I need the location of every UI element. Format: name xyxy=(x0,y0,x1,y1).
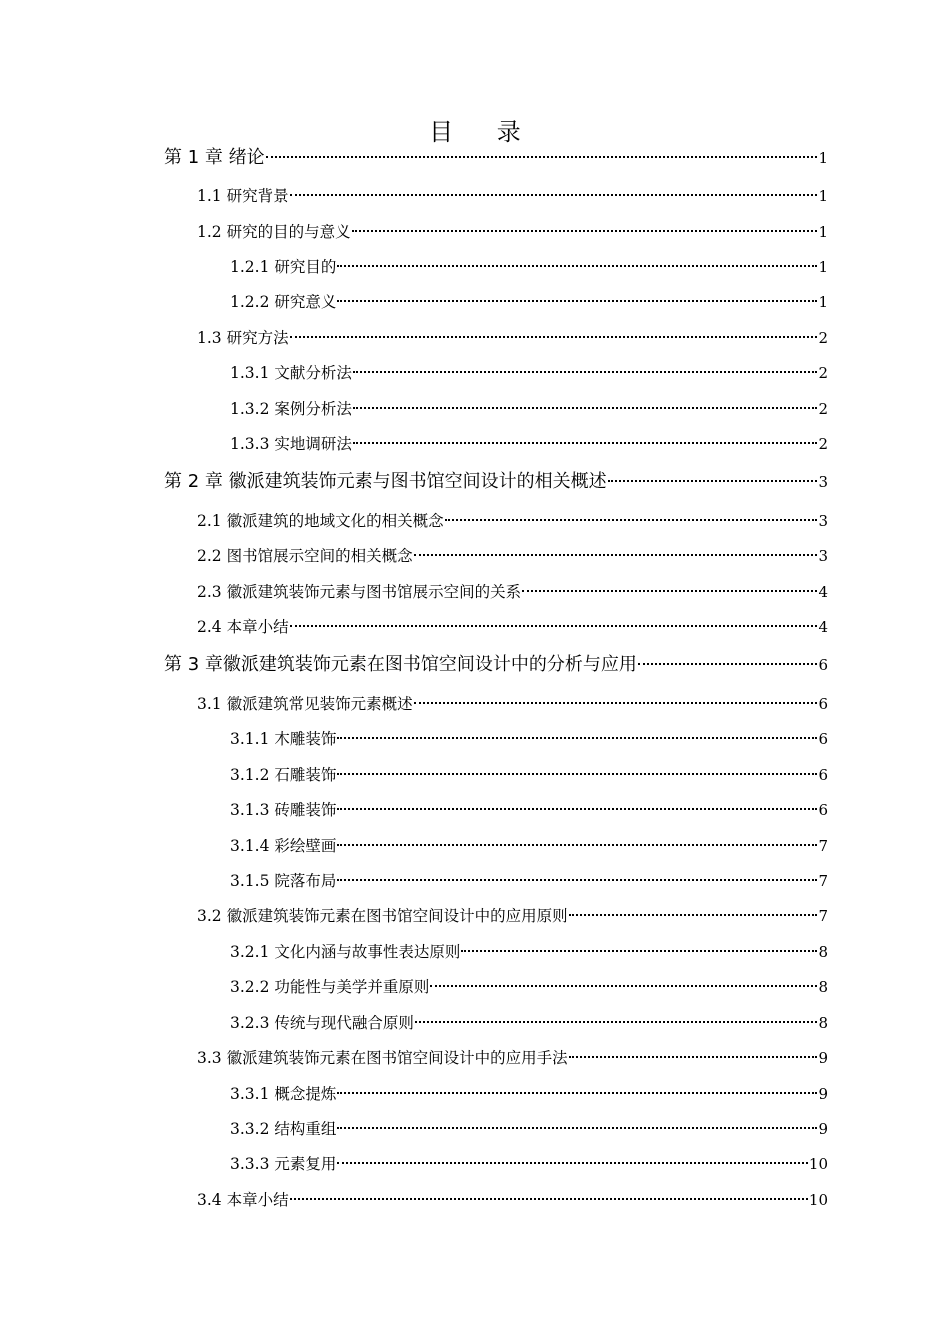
toc-entry-page: 7 xyxy=(818,907,828,925)
toc-entry-label: 1.3 研究方法 xyxy=(197,329,289,347)
toc-entry-page: 9 xyxy=(818,1120,828,1138)
toc-entry-label: 1.2.1 研究目的 xyxy=(230,258,337,276)
toc-entry-label: 3.3.1 概念提炼 xyxy=(230,1085,337,1103)
toc-entry-label: 3.1.1 木雕装饰 xyxy=(230,730,337,748)
toc-entry-label: 3.1.3 砖雕装饰 xyxy=(230,801,337,819)
toc-entry-3-1-5[interactable] xyxy=(230,868,828,894)
toc-entry-page: 3 xyxy=(818,512,828,530)
toc-entry-page: 7 xyxy=(818,872,828,890)
toc-entry-label: 1.1 研究背景 xyxy=(197,187,289,205)
toc-entry-page: 6 xyxy=(818,801,828,819)
toc-entry-2-2[interactable] xyxy=(197,543,828,569)
toc-entry-1-2[interactable] xyxy=(197,219,828,245)
toc-entry-label: 3.2 徽派建筑装饰元素在图书馆空间设计中的应用原则 xyxy=(197,907,568,925)
toc-entry-page: 1 xyxy=(818,258,828,276)
toc-leader xyxy=(569,1056,818,1058)
toc-entry-page: 8 xyxy=(818,978,828,996)
toc-leader xyxy=(290,1198,808,1200)
toc-leader xyxy=(337,737,817,739)
toc-entry-3-4[interactable] xyxy=(197,1187,828,1213)
toc-entry-label: 1.2.2 研究意义 xyxy=(230,293,337,311)
toc-entry-label: 3.1.2 石雕装饰 xyxy=(230,766,337,784)
toc-entry-page: 1 xyxy=(818,187,828,205)
toc-leader xyxy=(445,519,818,521)
toc-leader xyxy=(337,773,817,775)
toc-entry-label: 第 3 章徽派建筑装饰元素在图书馆空间设计中的分析与应用 xyxy=(164,654,637,675)
toc-entry-page: 7 xyxy=(818,837,828,855)
toc-entry-label: 1.3.1 文献分析法 xyxy=(230,364,352,382)
toc-leader xyxy=(337,300,817,302)
toc-entry-3-1[interactable] xyxy=(197,691,828,717)
toc-entry-page: 10 xyxy=(808,1155,828,1173)
toc-leader xyxy=(337,1127,817,1129)
toc-leader xyxy=(337,1092,817,1094)
toc-leader xyxy=(414,554,818,556)
toc-entry-1-3[interactable] xyxy=(197,325,828,351)
toc-entry-label: 2.2 图书馆展示空间的相关概念 xyxy=(197,547,413,565)
toc-entry-3-2-1[interactable] xyxy=(230,939,828,965)
toc-entry-3-2-2[interactable] xyxy=(230,974,828,1000)
toc-entry-1-2-1[interactable] xyxy=(230,254,828,280)
toc-leader xyxy=(352,230,818,232)
toc-leader xyxy=(353,442,818,444)
toc-entry-page: 9 xyxy=(818,1049,828,1067)
toc-entry-label: 3.1.4 彩绘壁画 xyxy=(230,837,337,855)
toc-entry-page: 1 xyxy=(818,293,828,311)
toc-entry-chapter-1[interactable] xyxy=(164,145,828,171)
toc-entry-label: 3.4 本章小结 xyxy=(197,1191,289,1209)
toc-entry-label: 2.3 徽派建筑装饰元素与图书馆展示空间的关系 xyxy=(197,583,522,601)
toc-entry-page: 6 xyxy=(818,766,828,784)
toc-leader xyxy=(608,480,818,482)
toc-leader xyxy=(337,879,817,881)
toc-entry-1-3-1[interactable] xyxy=(230,360,828,386)
toc-entry-chapter-2[interactable] xyxy=(164,469,828,495)
toc-entry-1-3-2[interactable] xyxy=(230,396,828,422)
toc-entry-label: 3.2.2 功能性与美学并重原则 xyxy=(230,978,430,996)
toc-entry-label: 第 1 章 绪论 xyxy=(164,147,265,168)
toc-entry-label: 2.1 徽派建筑的地域文化的相关概念 xyxy=(197,512,444,530)
toc-entry-label: 1.2 研究的目的与意义 xyxy=(197,223,351,241)
toc-leader xyxy=(290,336,818,338)
toc-entry-page: 6 xyxy=(818,695,828,713)
toc-leader xyxy=(461,950,817,952)
toc-entry-page: 3 xyxy=(818,473,828,491)
toc-leader xyxy=(414,702,818,704)
toc-leader xyxy=(353,371,818,373)
toc-entry-label: 3.2.3 传统与现代融合原则 xyxy=(230,1014,414,1032)
toc-entry-page: 4 xyxy=(818,583,828,601)
toc-entry-2-4[interactable] xyxy=(197,614,828,640)
toc-entry-3-3[interactable] xyxy=(197,1045,828,1071)
toc-entry-1-3-3[interactable] xyxy=(230,431,828,457)
toc-leader xyxy=(290,194,818,196)
toc-entry-page: 9 xyxy=(818,1085,828,1103)
toc-entry-3-1-2[interactable] xyxy=(230,762,828,788)
toc-leader xyxy=(337,265,817,267)
toc-entry-3-1-3[interactable] xyxy=(230,797,828,823)
toc-entry-1-1[interactable] xyxy=(197,183,828,209)
toc-entry-label: 3.3.3 元素复用 xyxy=(230,1155,337,1173)
toc-entry-page: 8 xyxy=(818,943,828,961)
toc-leader xyxy=(522,590,817,592)
toc-entry-label: 3.3.2 结构重组 xyxy=(230,1120,337,1138)
toc-entry-2-3[interactable] xyxy=(197,579,828,605)
toc-leader xyxy=(266,156,818,158)
toc-leader xyxy=(337,808,817,810)
toc-entry-1-2-2[interactable] xyxy=(230,289,828,315)
toc-leader xyxy=(415,1021,818,1023)
toc-leader xyxy=(430,985,817,987)
toc-entry-page: 1 xyxy=(818,223,828,241)
toc-leader xyxy=(337,844,817,846)
toc-entry-page: 4 xyxy=(818,618,828,636)
toc-entry-page: 2 xyxy=(818,364,828,382)
toc-entry-label: 1.3.3 实地调研法 xyxy=(230,435,352,453)
toc-entry-page: 6 xyxy=(818,730,828,748)
toc-entry-3-2-3[interactable] xyxy=(230,1010,828,1036)
toc-entry-page: 6 xyxy=(818,656,828,674)
toc-entry-label: 3.2.1 文化内涵与故事性表达原则 xyxy=(230,943,461,961)
toc-entry-page: 3 xyxy=(818,547,828,565)
toc-entry-page: 2 xyxy=(818,329,828,347)
toc-entry-label: 3.1 徽派建筑常见装饰元素概述 xyxy=(197,695,413,713)
toc-entry-page: 10 xyxy=(808,1191,828,1209)
toc-entry-2-1[interactable] xyxy=(197,508,828,534)
toc-entry-3-1-4[interactable] xyxy=(230,833,828,859)
toc-entry-page: 1 xyxy=(818,149,828,167)
toc-entry-label: 3.3 徽派建筑装饰元素在图书馆空间设计中的应用手法 xyxy=(197,1049,568,1067)
toc-title: 目 录 xyxy=(429,118,539,146)
toc-entry-page: 8 xyxy=(818,1014,828,1032)
toc-entry-3-2[interactable] xyxy=(197,903,828,929)
toc-entry-label: 2.4 本章小结 xyxy=(197,618,289,636)
toc-entry-label: 3.1.5 院落布局 xyxy=(230,872,337,890)
toc-leader xyxy=(638,663,818,665)
toc-leader xyxy=(353,407,818,409)
toc-leader xyxy=(290,625,818,627)
toc-entry-3-3-2[interactable] xyxy=(230,1116,828,1142)
toc-entry-page: 2 xyxy=(818,435,828,453)
toc-entry-3-1-1[interactable] xyxy=(230,726,828,752)
toc-entry-label: 1.3.2 案例分析法 xyxy=(230,400,352,418)
toc-entry-3-3-1[interactable] xyxy=(230,1081,828,1107)
toc-leader xyxy=(569,914,818,916)
toc-leader xyxy=(337,1162,808,1164)
toc-entry-chapter-3[interactable] xyxy=(164,652,828,678)
toc-entry-page: 2 xyxy=(818,400,828,418)
toc-entry-3-3-3[interactable] xyxy=(230,1151,828,1177)
toc-entry-label: 第 2 章 徽派建筑装饰元素与图书馆空间设计的相关概述 xyxy=(164,471,607,492)
